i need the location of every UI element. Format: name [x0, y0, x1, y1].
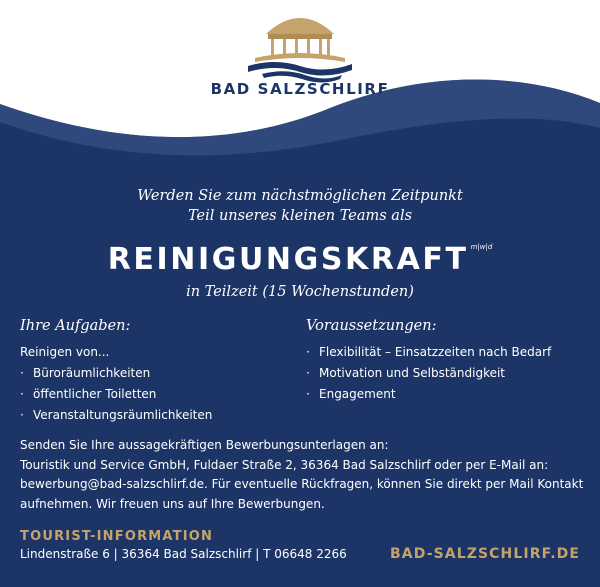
tasks-intro: Reinigen von... — [20, 345, 110, 359]
list-item: · Motivation und Selbständigkeit — [306, 366, 506, 380]
application-line-3: bewerbung@bad-salzschlirf.de. Für eventuelle Rückfragen, können Sie direkt per Mail Kontakt — [20, 477, 584, 491]
tourist-info-address: Lindenstraße 6 | 36364 Bad Salzschlirf | T 06648 2266 — [20, 547, 347, 561]
list-item: · Flexibilität – Einsatzzeiten nach Bedarf — [306, 345, 552, 359]
list-item-text: Engagement — [319, 387, 396, 401]
list-item-text: Flexibilität – Einsatzzeiten nach Bedarf — [319, 345, 552, 359]
list-item: · Büroräumlichkeiten — [20, 366, 151, 380]
list-item-text: öffentlicher Toiletten — [33, 387, 157, 401]
tasks-section — [20, 318, 300, 426]
list-item-text: Motivation und Selbständigkeit — [319, 366, 506, 380]
job-title-text: REINIGUNGSKRAFT — [107, 242, 469, 277]
application-text — [20, 436, 590, 514]
list-item: · Engagement — [306, 387, 396, 401]
application-line-2: Touristik und Service GmbH, Fuldaer Straße 2, 36364 Bad Salzschlirf oder per E-Mail an: — [20, 457, 549, 472]
website-link[interactable]: BAD-SALZSCHLIRF.DE — [390, 546, 580, 562]
intro-line-2: Teil unseres kleinen Teams als — [187, 208, 413, 224]
requirements-heading: Voraussetzungen: — [306, 318, 437, 334]
list-item-text: Büroräumlichkeiten — [33, 366, 151, 380]
brand-name: BAD SALZSCHLIRF — [210, 80, 390, 98]
tourist-info-heading: TOURIST-INFORMATION — [20, 529, 214, 544]
job-subtitle: in Teilzeit (15 Wochenstunden) — [186, 284, 414, 300]
job-title — [0, 242, 600, 277]
application-line-4: aufnehmen. Wir freuen uns auf Ihre Bewerbungen. — [20, 496, 325, 511]
gender-suffix: m|w|d — [470, 243, 493, 251]
list-item: · öffentlicher Toiletten — [20, 387, 157, 401]
tasks-heading: Ihre Aufgaben: — [20, 318, 131, 334]
pavilion-logo-icon — [255, 18, 345, 62]
requirements-section — [306, 318, 596, 405]
list-item: · Veranstaltungsräumlichkeiten — [20, 408, 213, 422]
intro-line-1: Werden Sie zum nächstmöglichen Zeitpunkt — [137, 188, 463, 204]
list-item-text: Veranstaltungsräumlichkeiten — [33, 408, 213, 422]
application-line-1: Senden Sie Ihre aussagekräftigen Bewerbungsunterlagen an: — [20, 438, 389, 452]
